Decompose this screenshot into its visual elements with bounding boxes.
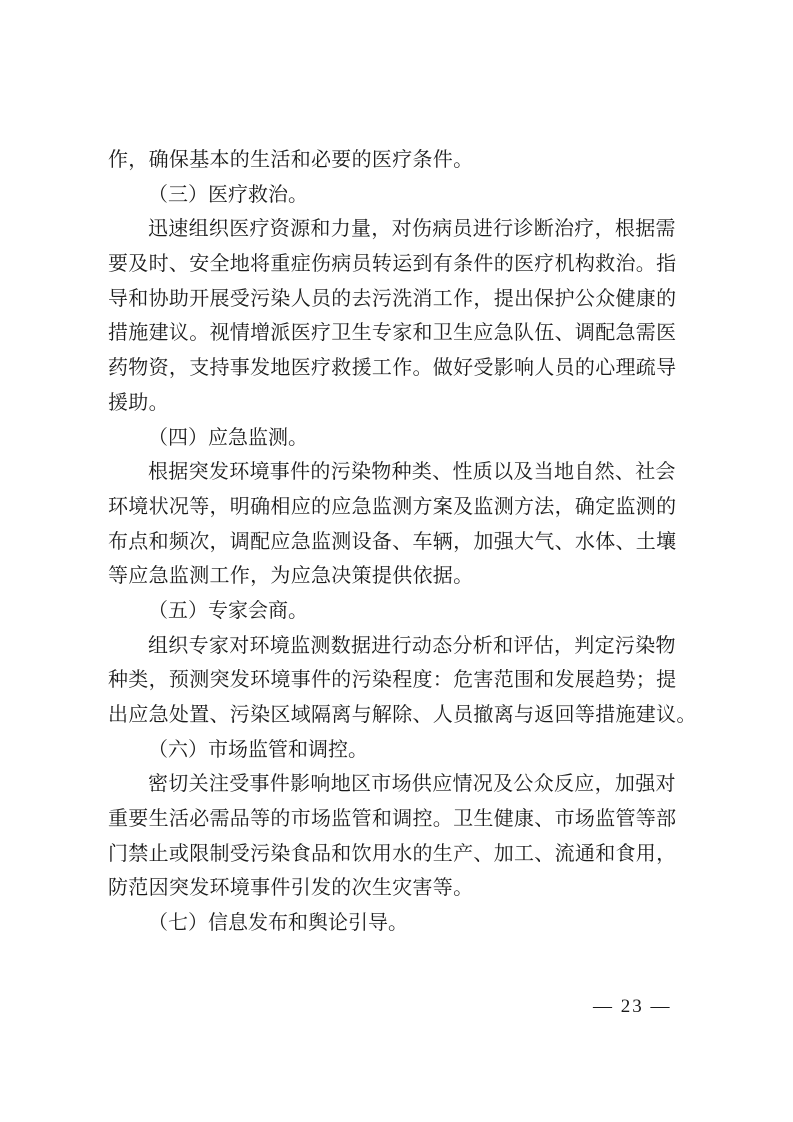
text-line: 环境状况等，明确相应的应急监测方案及监测方法，确定监测的 bbox=[108, 493, 677, 518]
text-line: 门禁止或限制受污染食品和饮用水的生产、加工、流通和食用， bbox=[108, 840, 677, 865]
text-line: 导和协助开展受污染人员的去污洗消工作，提出保护公众健康的 bbox=[108, 285, 677, 310]
section-heading: （七）信息发布和舆论引导。 bbox=[148, 910, 408, 935]
text-line: 重要生活必需品等的市场监管和调控。卫生健康、市场监管等部 bbox=[108, 806, 677, 831]
text-line: 措施建议。视情增派医疗卫生专家和卫生应急队伍、调配急需医 bbox=[108, 320, 677, 345]
text-line: 种类，预测突发环境事件的污染程度：危害范围和发展趋势；提 bbox=[108, 667, 677, 692]
section-heading: （三）医疗救治。 bbox=[148, 181, 308, 206]
text-line: 布点和频次，调配应急监测设备、车辆，加强大气、水体、土壤 bbox=[108, 528, 677, 553]
text-line: 出应急处置、污染区域隔离与解除、人员撤离与返回等措施建议。 bbox=[108, 702, 697, 726]
document-body bbox=[108, 142, 697, 940]
text-line: 援助。 bbox=[108, 389, 169, 414]
paragraph-first-line: 密切关注受事件影响地区市场供应情况及公众反应，加强对 bbox=[148, 771, 676, 796]
text-line: 药物资，支持事发地医疗救援工作。做好受影响人员的心理疏导 bbox=[108, 355, 677, 380]
text-line: 防范因突发环境事件引发的次生灾害等。 bbox=[108, 875, 474, 900]
section-heading: （五）专家会商。 bbox=[148, 597, 308, 622]
text-line: 作，确保基本的生活和必要的医疗条件。 bbox=[108, 147, 474, 171]
paragraph-first-line: 组织专家对环境监测数据进行动态分析和评估，判定污染物 bbox=[148, 632, 676, 657]
paragraph-first-line: 根据突发环境事件的污染物种类、性质以及当地自然、社会 bbox=[148, 459, 676, 484]
text-line: 等应急监测工作，为应急决策提供依据。 bbox=[108, 563, 474, 588]
section-heading: （六）市场监管和调控。 bbox=[148, 736, 368, 761]
page-number: — 23 — bbox=[593, 996, 672, 1017]
text-line: 要及时、安全地将重症伤病员转运到有条件的医疗机构救治。指 bbox=[108, 251, 677, 276]
section-heading: （四）应急监测。 bbox=[148, 424, 308, 449]
paragraph-first-line: 迅速组织医疗资源和力量，对伤病员进行诊断治疗，根据需 bbox=[148, 216, 676, 241]
